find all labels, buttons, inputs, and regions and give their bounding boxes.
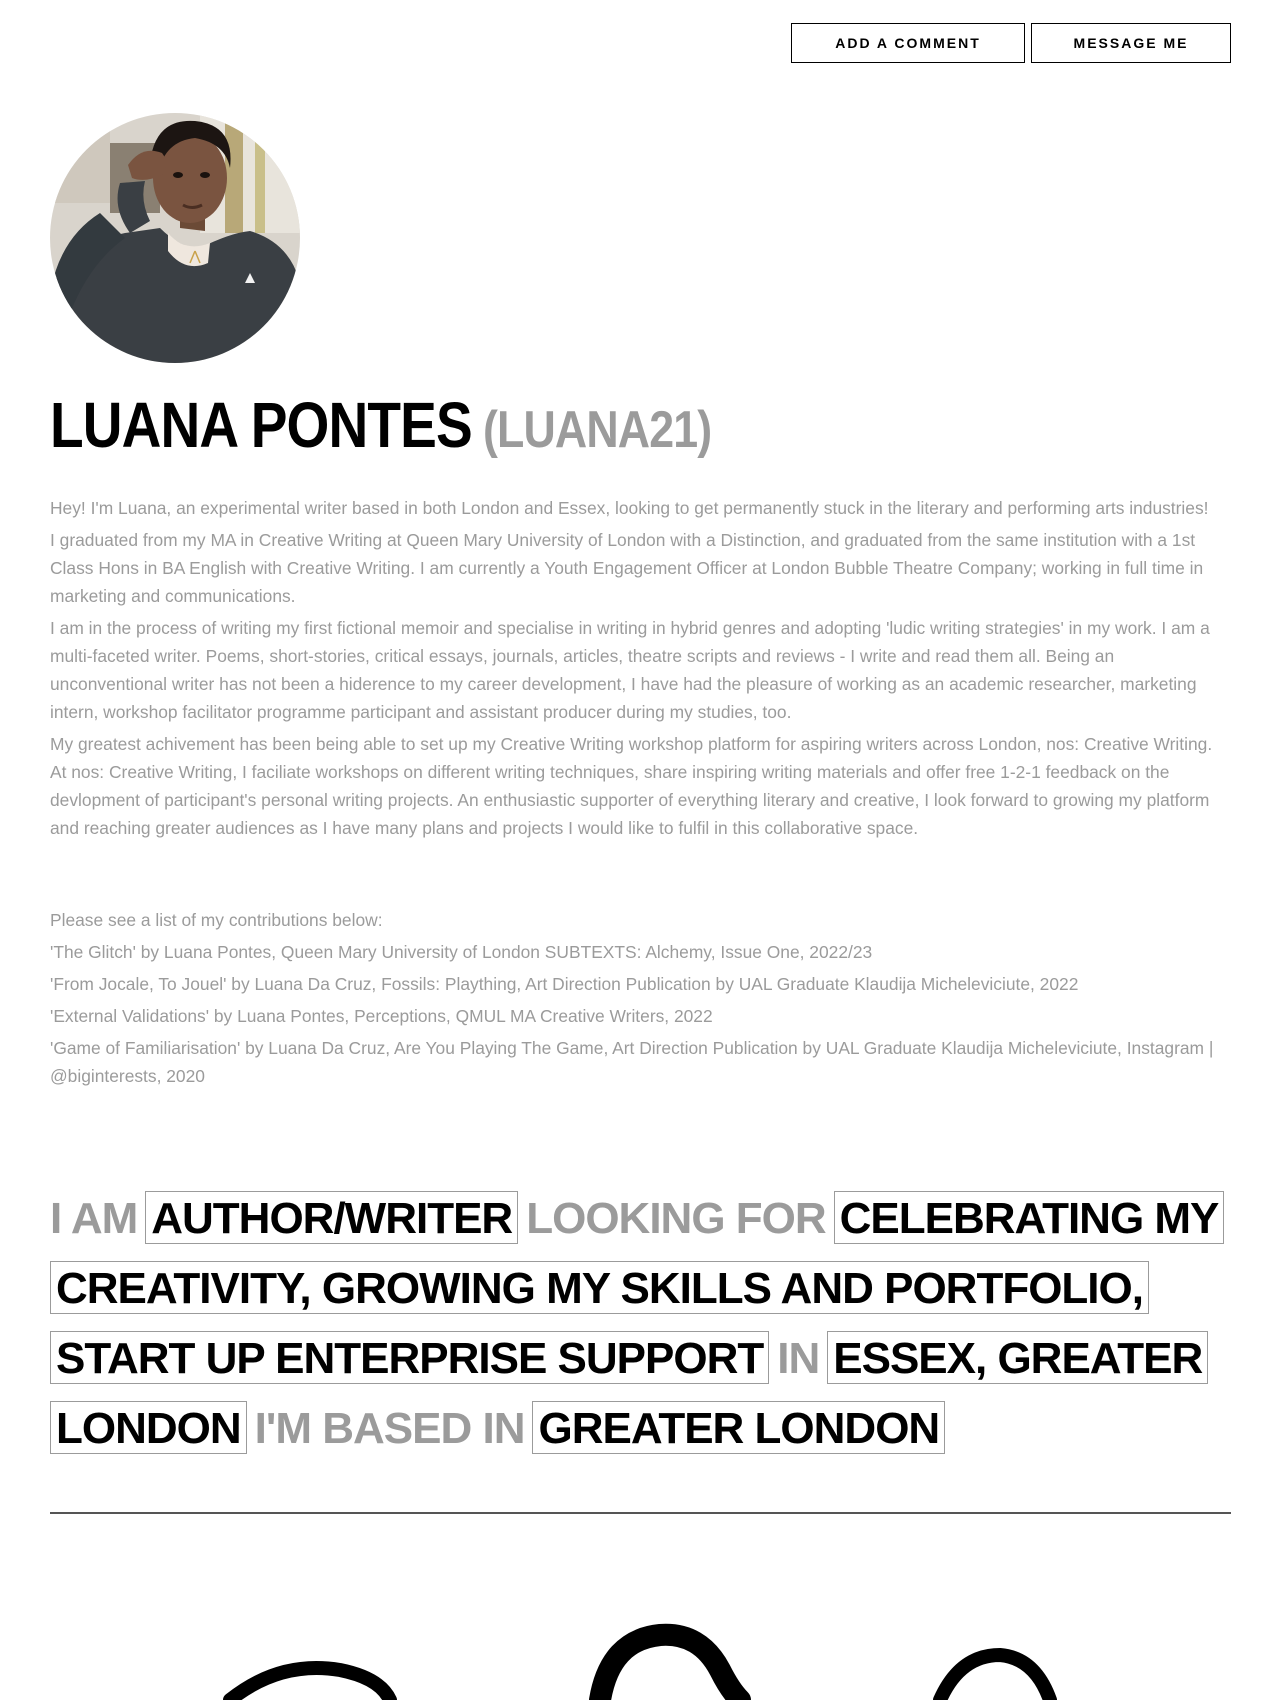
bio-paragraph: I graduated from my MA in Creative Writing at Queen Mary University of London with a Distinction, and graduated from the same institution with a 1st Class Hons in BA English with Creative Writing. I am currently a Youth Engagement Officer at London Bubble Theatre Company; working in full time in marketing and communications. — [50, 530, 1204, 606]
looking-for-label: LOOKING FOR — [526, 1194, 826, 1243]
in-label: IN — [777, 1334, 820, 1383]
profile-handle: (LUANA21) — [483, 401, 712, 459]
profile-tagline — [50, 1184, 1232, 1464]
bio-paragraph: My greatest achivement has been being able to set up my Creative Writing workshop platform for aspiring writers across London, nos: Creative Writing. At nos: Creative Writing, I faciliate workshops on different writing techniques, share inspiring writing materials and offer free 1-2-1 feedback on the devlopment of participant's personal writing projects. An enthusiastic supporter of everything literary and creative, I look forward to growing my platform and reaching greater audiences as I have many plans and projects I would like to fulfil in this collaborative space. — [50, 734, 1213, 838]
profile-bio — [50, 494, 1232, 846]
contribution-item: 'Game of Familiarisation' by Luana Da Cruz, Are You Playing The Game, Art Direction Publication by UAL Graduate Klaudija Micheleviciute, Instagram | @biginterests, 2020 — [50, 1038, 1214, 1086]
decorative-scribble-graphic — [0, 1600, 1280, 1700]
bio-paragraph: I am in the process of writing my first fictional memoir and specialise in writing in hybrid genres and adopting 'ludic writing strategies' in my work. I am a multi-faceted writer. Poems, short-stories, critical essays, journals, articles, theatre scripts and reviews - I write and read them all. Being an unconventional writer has not been a hiderence to my career development, I have had the pleasure of working as an academic researcher, marketing intern, workshop facilitator programme participant and assistant producer during my studies, too. — [50, 618, 1210, 722]
based-in-tag[interactable]: GREATER LONDON — [532, 1401, 945, 1454]
bio-paragraph: Hey! I'm Luana, an experimental writer based in both London and Essex, looking to get permanently stuck in the literary and performing arts industries! — [50, 498, 1209, 518]
add-comment-button[interactable]: ADD A COMMENT — [791, 23, 1025, 63]
message-me-button[interactable]: MESSAGE ME — [1031, 23, 1231, 63]
contribution-item: 'External Validations' by Luana Pontes, Perceptions, QMUL MA Creative Writers, 2022 — [50, 1006, 713, 1026]
contribution-item: 'From Jocale, To Jouel' by Luana Da Cruz, Fossils: Plaything, Art Direction Publication by UAL Graduate Klaudija Micheleviciute, 2022 — [50, 974, 1079, 994]
profile-name: LUANA PONTES — [50, 389, 472, 461]
header-actions — [791, 23, 1231, 63]
contribution-item: 'The Glitch' by Luana Pontes, Queen Mary University of London SUBTEXTS: Alchemy, Issue One, 2022/23 — [50, 942, 873, 962]
location-tag[interactable]: ESSEX, GREATER LONDON — [50, 1331, 1208, 1454]
looking-for-tag[interactable]: CELEBRATING MY CREATIVITY, GROWING MY SKILLS AND PORTFOLIO, START UP ENTERPRISE SUPPORT — [50, 1191, 1224, 1384]
role-tag[interactable]: AUTHOR/WRITER — [145, 1191, 518, 1244]
avatar-photo — [50, 113, 300, 363]
contributions-list — [50, 906, 1232, 1094]
based-in-label: I'M BASED IN — [254, 1404, 525, 1453]
profile-heading — [50, 388, 749, 473]
i-am-label: I AM — [50, 1194, 138, 1243]
section-divider — [50, 1512, 1231, 1514]
profile-avatar — [50, 113, 300, 363]
contributions-intro: Please see a list of my contributions below: — [50, 910, 383, 930]
